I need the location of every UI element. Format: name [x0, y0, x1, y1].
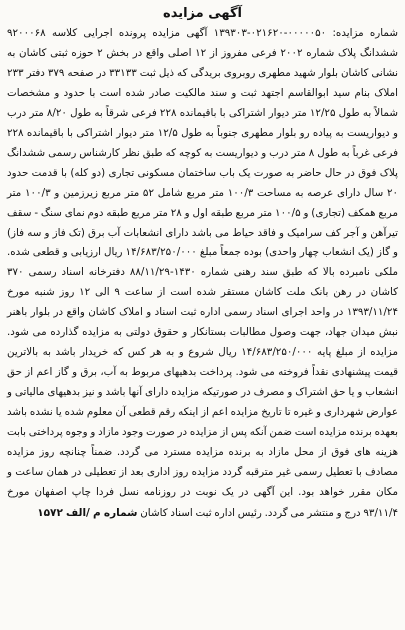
- notice-title: آگهی مزایده: [163, 6, 242, 21]
- notice-body-text: شماره مزایده: ۰۰۰۰۰۵۰-۰۲۱۶۲۰-۱۳۹۳۰۳ آگهی مزایده پرونده اجرایی کلاسه ۹۲۰۰۰۶۸ ششدانگ پلاک شماره ۲۰۰۲ فرعی مفروز از ۱۲ اصلی واقع در بخش ۲ حوزه ثبتی کاشان به نشانی کاشان بلوار شهید مطهری روبروی بریدگی که ذیل ثبت ۳۳۱۳۳ در صفحه ۳۷۹ دفتر ۲۳۳ املاک بنام سید ابوالقاسم اجتهد ثبت و سند مالکیت صادر شده است با حدود و مشخصات شمالاً به طول ۱۲/۲۵ متر دیوار اشتراکی با باقیمانده ۲۲۸ فرعی شرقاً به طول ۸/۲۰ متر درب و دیواریست به پیاده رو بلوار مطهری جنوباً به طول ۱۲/۵ متر دیوار اشتراکی با باقیمانده ۲۲۸ فرعی غرباً به طول ۸ متر درب و دیواریست به کوچه که طبق نظر کارشناس رسمی ششدانگ پلاک فوق در حال حاضر به صورت یک باب ساختمان مسکونی تجاری (دو کله) با قدمت حدود ۲۰ سال دارای عرصه به مساحت ۱۰۰/۳ متر مربع شامل ۵۲ متر مربع زیرزمین و ۱۰۰/۳ متر مربع همکف (تجاری) و ۱۰۰/۵ متر مربع طبقه اول و ۲۸ متر مربع طبقه دوم نمای سنگ - سقف تیرآهن و آجر کف سرامیک و فاقد حیاط می باشد دارای انشعابات آب برق (تک فاز و سه فاز) و گاز (یک انشعاب چهار واحدی) بوده جمعاً مبلغ ۱۴/۶۸۳/۲۵۰/۰۰۰ ریال ارزیابی و قطعی شده. ملکی نامبرده بالا که طبق سند رهنی شماره ۱۴۳۰-۸۸/۱۱/۲۹ دفترخانه اسناد رسمی ۳۷۰ کاشان در رهن بانک ملت کاشان مستقر شده است از ساعت ۹ الی ۱۲ روز شنبه مورخ ۱۳۹۳/۱۱/۲۴ در واحد اجرای اسناد رسمی اداره ثبت اسناد و املاک کاشان واقع در بلوار باهنر نبش میدان جهاد، جهت وصول مطالبات بستانکار و حقوق دولتی به مزایده گذارده می شود. مزایده از مبلغ پایه ۱۴/۶۸۳/۲۵۰/۰۰۰ ریال شروع و به هر کس که خریدار باشد به بالاترین قیمت پیشنهادی نقداً فروخته می شود. پرداخت بدهیهای مربوط به آب، برق و گاز اعم از حق انشعاب و یا حق اشتراک و مصرف در صورتیکه مزایده دارای آنها باشد و نیز بدهیهای مالیاتی و عوارض شهرداری و غیره تا تاریخ مزایده اعم از اینکه رقم قطعی آن معلوم شده یا نشده باشد بعهده برنده مزایده است ضمن آنکه پس از مزایده در صورت وجود مازاد و وجوه پرداختی بابت هزینه های فوق از محل مازاد به برنده مزایده مسترد می گردد. ضمناً چنانچه روز مزایده مصادف با تعطیل رسمی غیر مترقبه گردد مزایده روز اداری بعد از تعطیلی در همان ساعت و مکان مقرر خواهد بود. این آگهی در یک نوبت در روزنامه نسل فردا چاپ اصفهان مورخ ۹۳/۱۱/۴ درج و منتشر می گردد. رئیس اداره ثبت اسناد کاشان: [7, 27, 399, 519]
- notice-body: [7, 24, 398, 524]
- notice-signature: شماره م /الف ۱۵۷۲: [37, 506, 138, 519]
- notice-header: [7, 4, 398, 22]
